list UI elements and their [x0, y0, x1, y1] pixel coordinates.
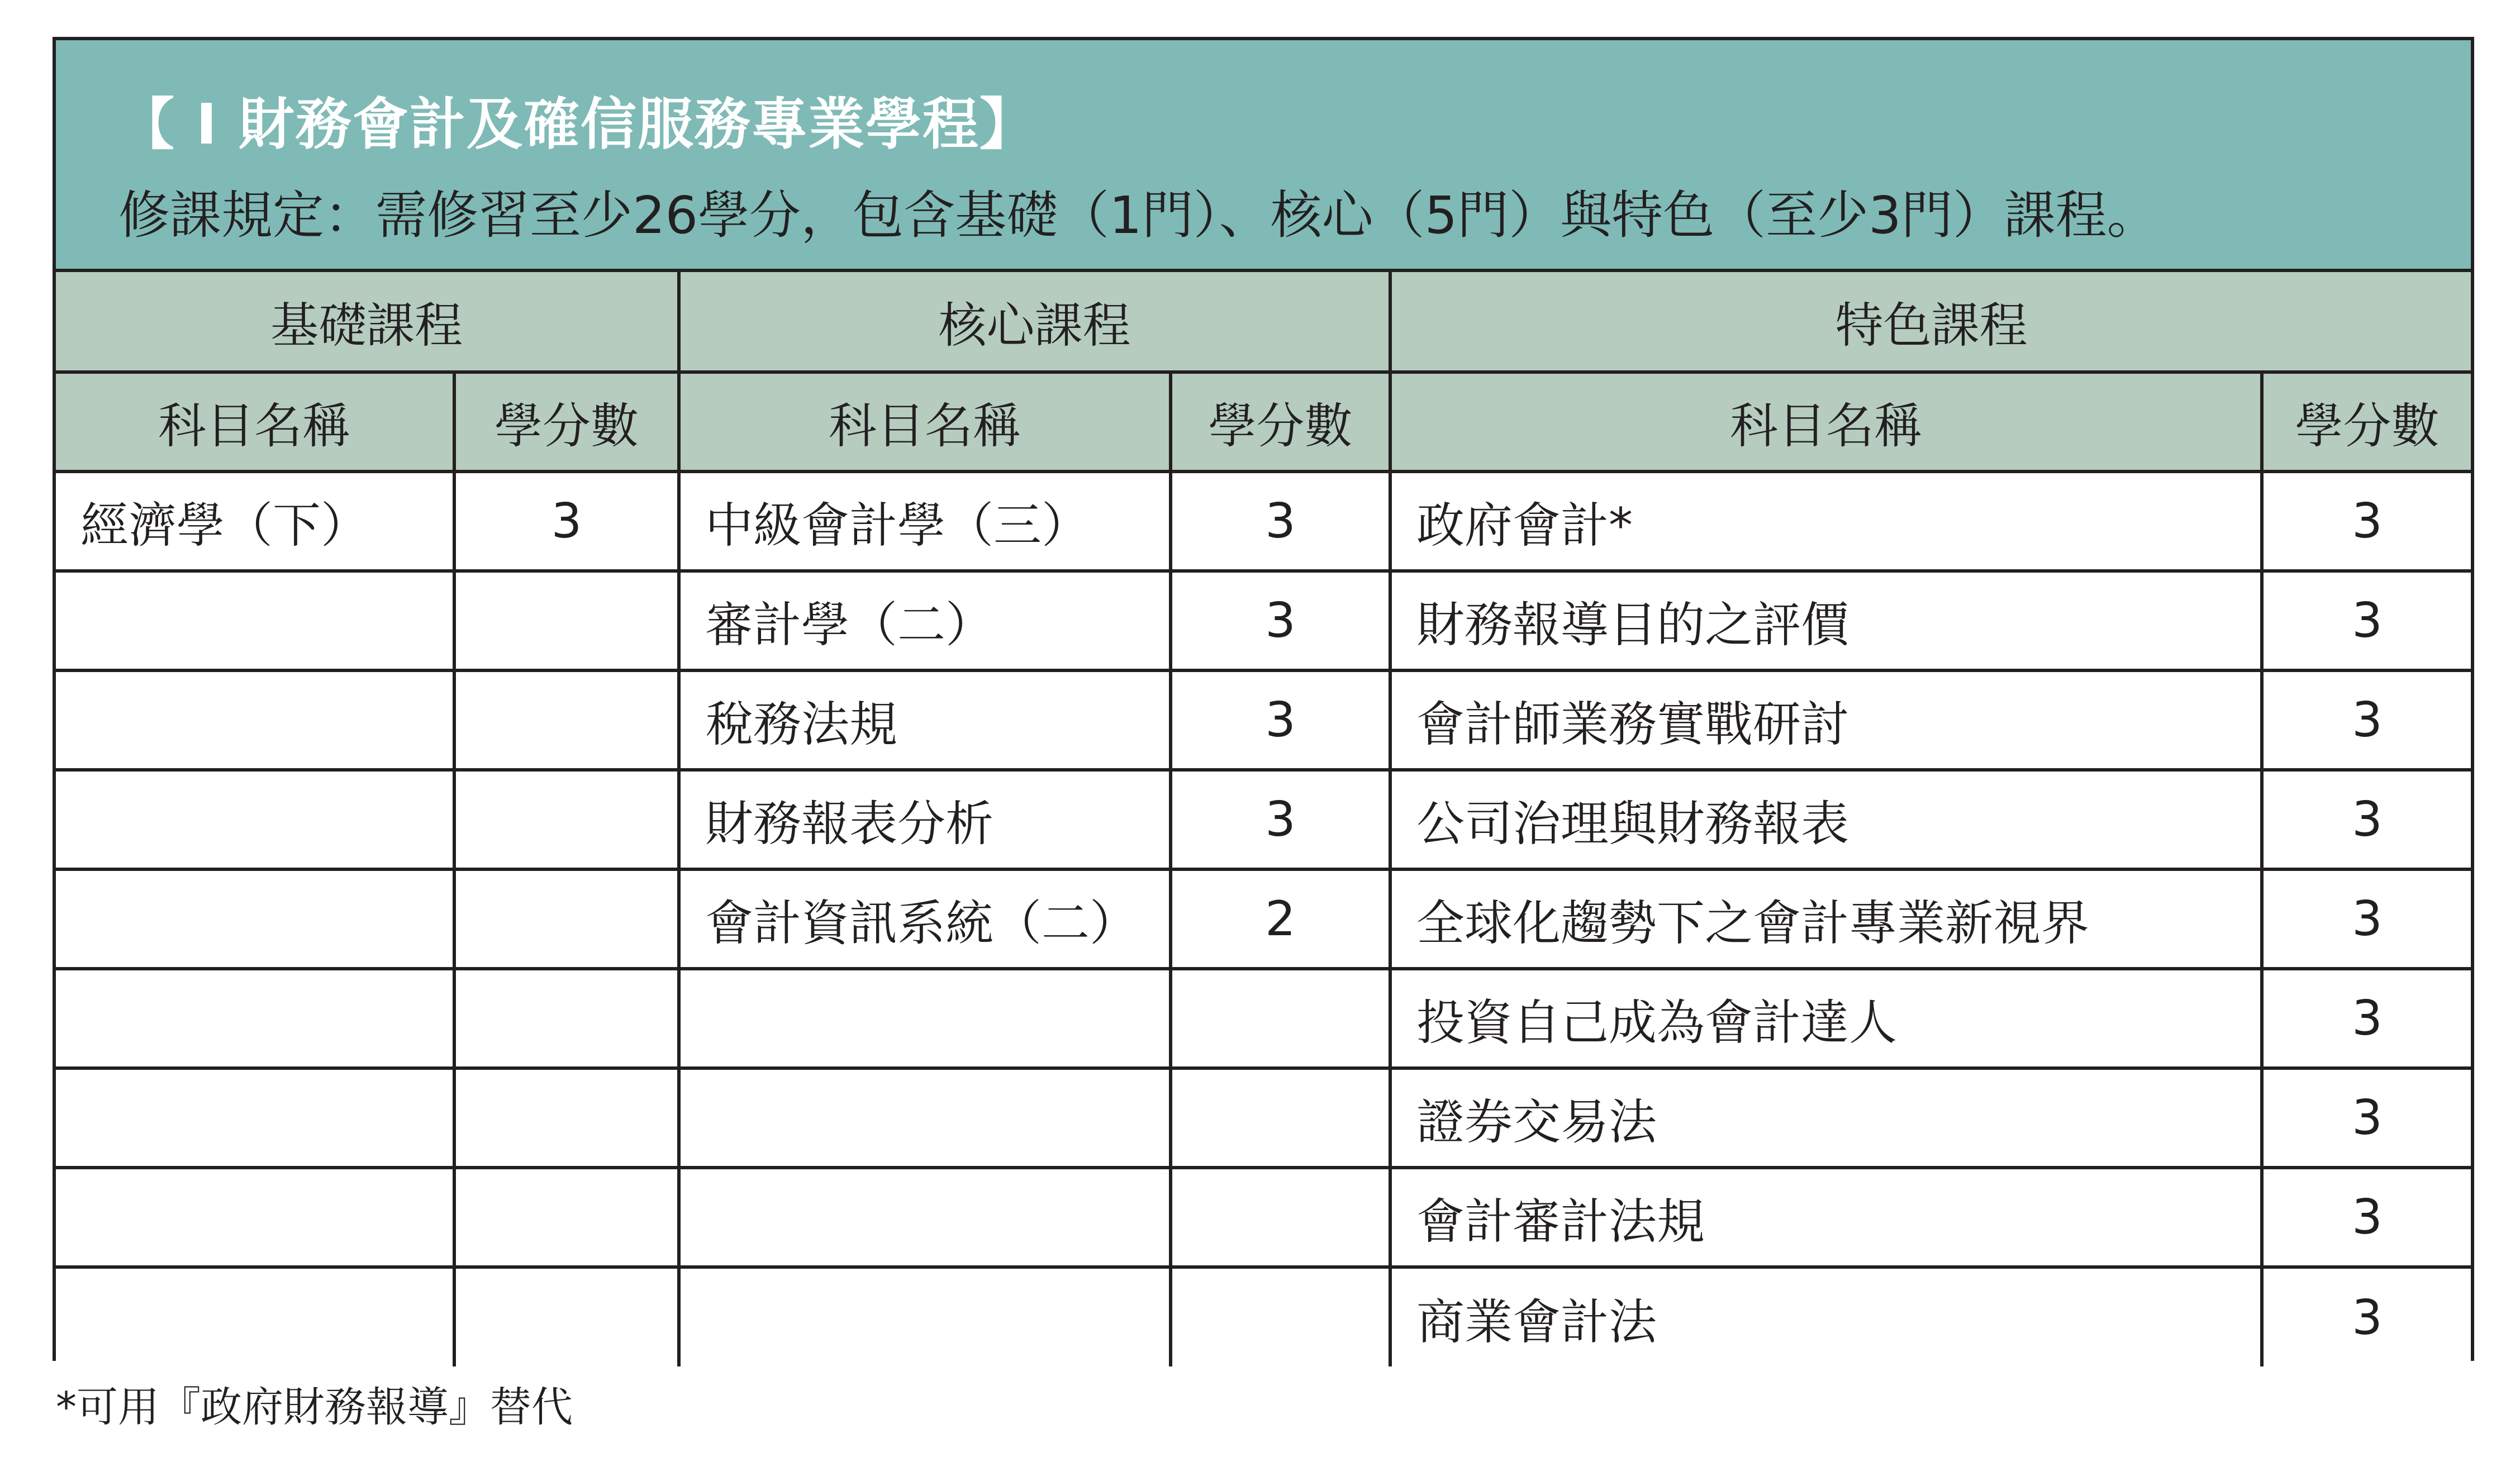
- basic-course-name: [56, 770, 454, 869]
- feature-course-credits: 3: [2262, 969, 2471, 1068]
- feature-name-header: 科目名稱: [1390, 372, 2262, 472]
- feature-course-name: 公司治理與財務報表: [1390, 770, 2262, 869]
- feature-course-name: 會計審計法規: [1390, 1168, 2262, 1267]
- basic-name-header: 科目名稱: [56, 372, 454, 472]
- table-row: [56, 969, 2471, 1068]
- title-band: [56, 40, 2471, 272]
- table-row: [56, 869, 2471, 969]
- basic-course-credits: [454, 969, 679, 1068]
- basic-course-name: [56, 1068, 454, 1168]
- basic-course-name: [56, 1168, 454, 1267]
- feature-course-name: 商業會計法: [1390, 1267, 2262, 1366]
- feature-course-credits: 3: [2262, 869, 2471, 969]
- group-header-row: [56, 272, 2471, 372]
- feature-course-credits: 3: [2262, 670, 2471, 770]
- table-row: [56, 1068, 2471, 1168]
- core-course-credits: 3: [1171, 571, 1390, 670]
- feature-course-name: 會計師業務實戰研討: [1390, 670, 2262, 770]
- core-course-credits: 2: [1171, 869, 1390, 969]
- column-header-row: [56, 372, 2471, 472]
- basic-course-name: [56, 869, 454, 969]
- table-row: [56, 472, 2471, 571]
- group-core: 核心課程: [679, 272, 1390, 372]
- table-row: [56, 571, 2471, 670]
- core-course-name: 中級會計學（三）: [679, 472, 1171, 571]
- core-course-credits: 3: [1171, 770, 1390, 869]
- basic-course-credits: 3: [454, 472, 679, 571]
- basic-course-name: [56, 571, 454, 670]
- core-course-credits: 3: [1171, 670, 1390, 770]
- core-course-name: [679, 1068, 1171, 1168]
- core-credits-header: 學分數: [1171, 372, 1390, 472]
- program-title: 【 I 財務會計及確信服務專業學程】: [118, 92, 1036, 157]
- program-table-frame: [53, 37, 2474, 1361]
- basic-course-credits: [454, 1267, 679, 1366]
- core-course-credits: 3: [1171, 472, 1390, 571]
- feature-course-credits: 3: [2262, 1068, 2471, 1168]
- feature-course-name: 政府會計*: [1390, 472, 2262, 571]
- basic-course-credits: [454, 770, 679, 869]
- basic-course-name: [56, 670, 454, 770]
- basic-course-credits: [454, 670, 679, 770]
- course-table: [56, 272, 2471, 1366]
- core-course-name: 財務報表分析: [679, 770, 1171, 869]
- core-course-name: [679, 969, 1171, 1068]
- core-course-name: 稅務法規: [679, 670, 1171, 770]
- basic-course-name: 經濟學（下）: [56, 472, 454, 571]
- core-course-credits: [1171, 1168, 1390, 1267]
- basic-course-name: [56, 1267, 454, 1366]
- core-course-name: [679, 1267, 1171, 1366]
- feature-course-name: 投資自己成為會計達人: [1390, 969, 2262, 1068]
- footnote: *可用『政府財務報導』替代: [56, 1383, 573, 1431]
- table-row: [56, 670, 2471, 770]
- feature-course-credits: 3: [2262, 770, 2471, 869]
- feature-course-name: 全球化趨勢下之會計專業新視界: [1390, 869, 2262, 969]
- feature-course-credits: 3: [2262, 1267, 2471, 1366]
- core-course-name: 會計資訊系統（二）: [679, 869, 1171, 969]
- core-course-credits: [1171, 1068, 1390, 1168]
- group-feature: 特色課程: [1390, 272, 2471, 372]
- basic-course-credits: [454, 1068, 679, 1168]
- feature-course-credits: 3: [2262, 472, 2471, 571]
- basic-course-credits: [454, 1168, 679, 1267]
- core-course-name: [679, 1168, 1171, 1267]
- feature-course-credits: 3: [2262, 1168, 2471, 1267]
- table-row: [56, 1267, 2471, 1366]
- core-name-header: 科目名稱: [679, 372, 1171, 472]
- requirement-text: 修課規定：需修習至少26學分，包含基礎（1門）、核心（5門）與特色（至少3門）課程。: [118, 185, 2158, 245]
- feature-course-name: 證券交易法: [1390, 1068, 2262, 1168]
- feature-credits-header: 學分數: [2262, 372, 2471, 472]
- basic-course-credits: [454, 869, 679, 969]
- feature-course-credits: 3: [2262, 571, 2471, 670]
- core-course-credits: [1171, 969, 1390, 1068]
- table-row: [56, 1168, 2471, 1267]
- feature-course-name: 財務報導目的之評價: [1390, 571, 2262, 670]
- basic-course-credits: [454, 571, 679, 670]
- core-course-name: 審計學（二）: [679, 571, 1171, 670]
- basic-credits-header: 學分數: [454, 372, 679, 472]
- table-row: [56, 770, 2471, 869]
- basic-course-name: [56, 969, 454, 1068]
- core-course-credits: [1171, 1267, 1390, 1366]
- group-basic: 基礎課程: [56, 272, 679, 372]
